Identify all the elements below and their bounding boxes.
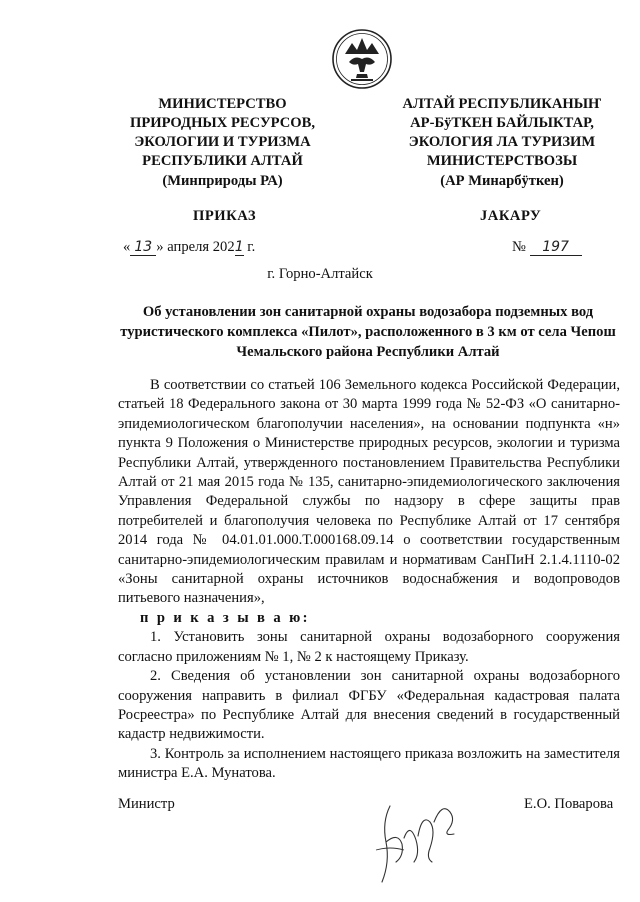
order-item-3: 3. Контроль за исполнением настоящего приказа возложить на заместителя министра Е.А. Мунатова. bbox=[118, 745, 620, 782]
ministry-header-russian bbox=[110, 95, 335, 191]
date-open-quote: « bbox=[123, 239, 131, 255]
order-title: Об установлении зон санитарной охраны водозабора подземных вод туристического комплекса «Пилот», расположенного в 3 км от села Чепош Чемальского района Республики Алтай bbox=[120, 304, 616, 360]
handwritten-signature bbox=[360, 792, 470, 888]
header-right-line1: АЛТАЙ РЕСПУБЛИКАНЫҤ bbox=[402, 96, 602, 112]
doc-type-russian: ПРИКАЗ bbox=[193, 208, 257, 224]
header-right-abbr: (АР Минарбÿткен) bbox=[440, 173, 564, 189]
header-right-line4: МИНИСТЕРСТВОЗЫ bbox=[426, 153, 578, 169]
date-day: 13 bbox=[130, 240, 156, 256]
header-right-line3: ЭКОЛОГИЯ ЛА ТУРИЗИМ bbox=[408, 134, 596, 150]
city-line: г. Горно-Алтайск bbox=[267, 266, 373, 282]
header-left-line2: ПРИРОДНЫХ РЕСУРСОВ, bbox=[129, 115, 316, 131]
preamble-paragraph: В соответствии со статьей 106 Земельного кодекса Российской Федерации, статьей 18 Федерального закона от 30 марта 1999 года № 52-ФЗ «О санитарно-эпидемиологическом благополучии населения», на основании подпункта «н» пункта 9 Положения о Министерстве природных ресурсов, экологии и туризма Республики Алтай, утвержденного постановлением Правительства Республики Алтай от 21 мая 2015 года № 135, санитарно-эпидемиологического заключения Управления Федеральной службы по надзору в сфере защиты прав потребителей и благополучия человека по Республике Алтай от 17 сентября 2014 года № 04.01.01.000.Т.000168.09.14 о соответствии государственным санитарно-эпидемиологическим правилам и нормативам СанПиН 2.1.4.1110-02 «Зоны санитарной охраны источников водоснабжения и водопроводов питьевого назначения», bbox=[118, 377, 620, 607]
order-date bbox=[123, 239, 255, 256]
header-left-line4: РЕСПУБЛИКИ АЛТАЙ bbox=[142, 153, 303, 169]
header-right-line2: АР-БÿТКЕН БАЙЛЫКТАР, bbox=[410, 115, 594, 131]
date-suffix: г. bbox=[243, 239, 256, 255]
order-item-1: 1. Установить зоны санитарной охраны водозаборного сооружения согласно приложениям № 1, № 2 к настоящему Приказу. bbox=[118, 629, 620, 665]
order-number bbox=[512, 239, 582, 256]
order-body bbox=[118, 376, 620, 784]
header-left-abbr: (Минприроды РА) bbox=[162, 173, 283, 189]
number-value: 197 bbox=[530, 240, 582, 256]
ministry-header-altai bbox=[372, 95, 632, 191]
date-year-digit: 1 bbox=[234, 239, 244, 255]
doc-type-altai: ЈАКАРУ bbox=[480, 208, 542, 224]
order-item-2: 2. Сведения об установлении зон санитарной охраны водозаборного сооружения направить в филиал ФГБУ «Федеральная кадастровая палата Росреестра» по Республике Алтай для внесения сведений в государственный кадастр недвижимости. bbox=[118, 668, 620, 743]
date-month-year: » апреля 202 bbox=[156, 239, 235, 255]
header-left-line3: ЭКОЛОГИИ И ТУРИЗМА bbox=[134, 134, 311, 150]
number-sign: № bbox=[512, 239, 530, 255]
signer-name: Е.О. Поварова bbox=[524, 796, 614, 812]
header-left-line1: МИНИСТЕРСТВО bbox=[158, 96, 287, 112]
coat-of-arms-emblem bbox=[331, 28, 393, 90]
order-word: п р и к а з ы в а ю: bbox=[140, 609, 310, 626]
signer-title: Министр bbox=[118, 796, 175, 812]
